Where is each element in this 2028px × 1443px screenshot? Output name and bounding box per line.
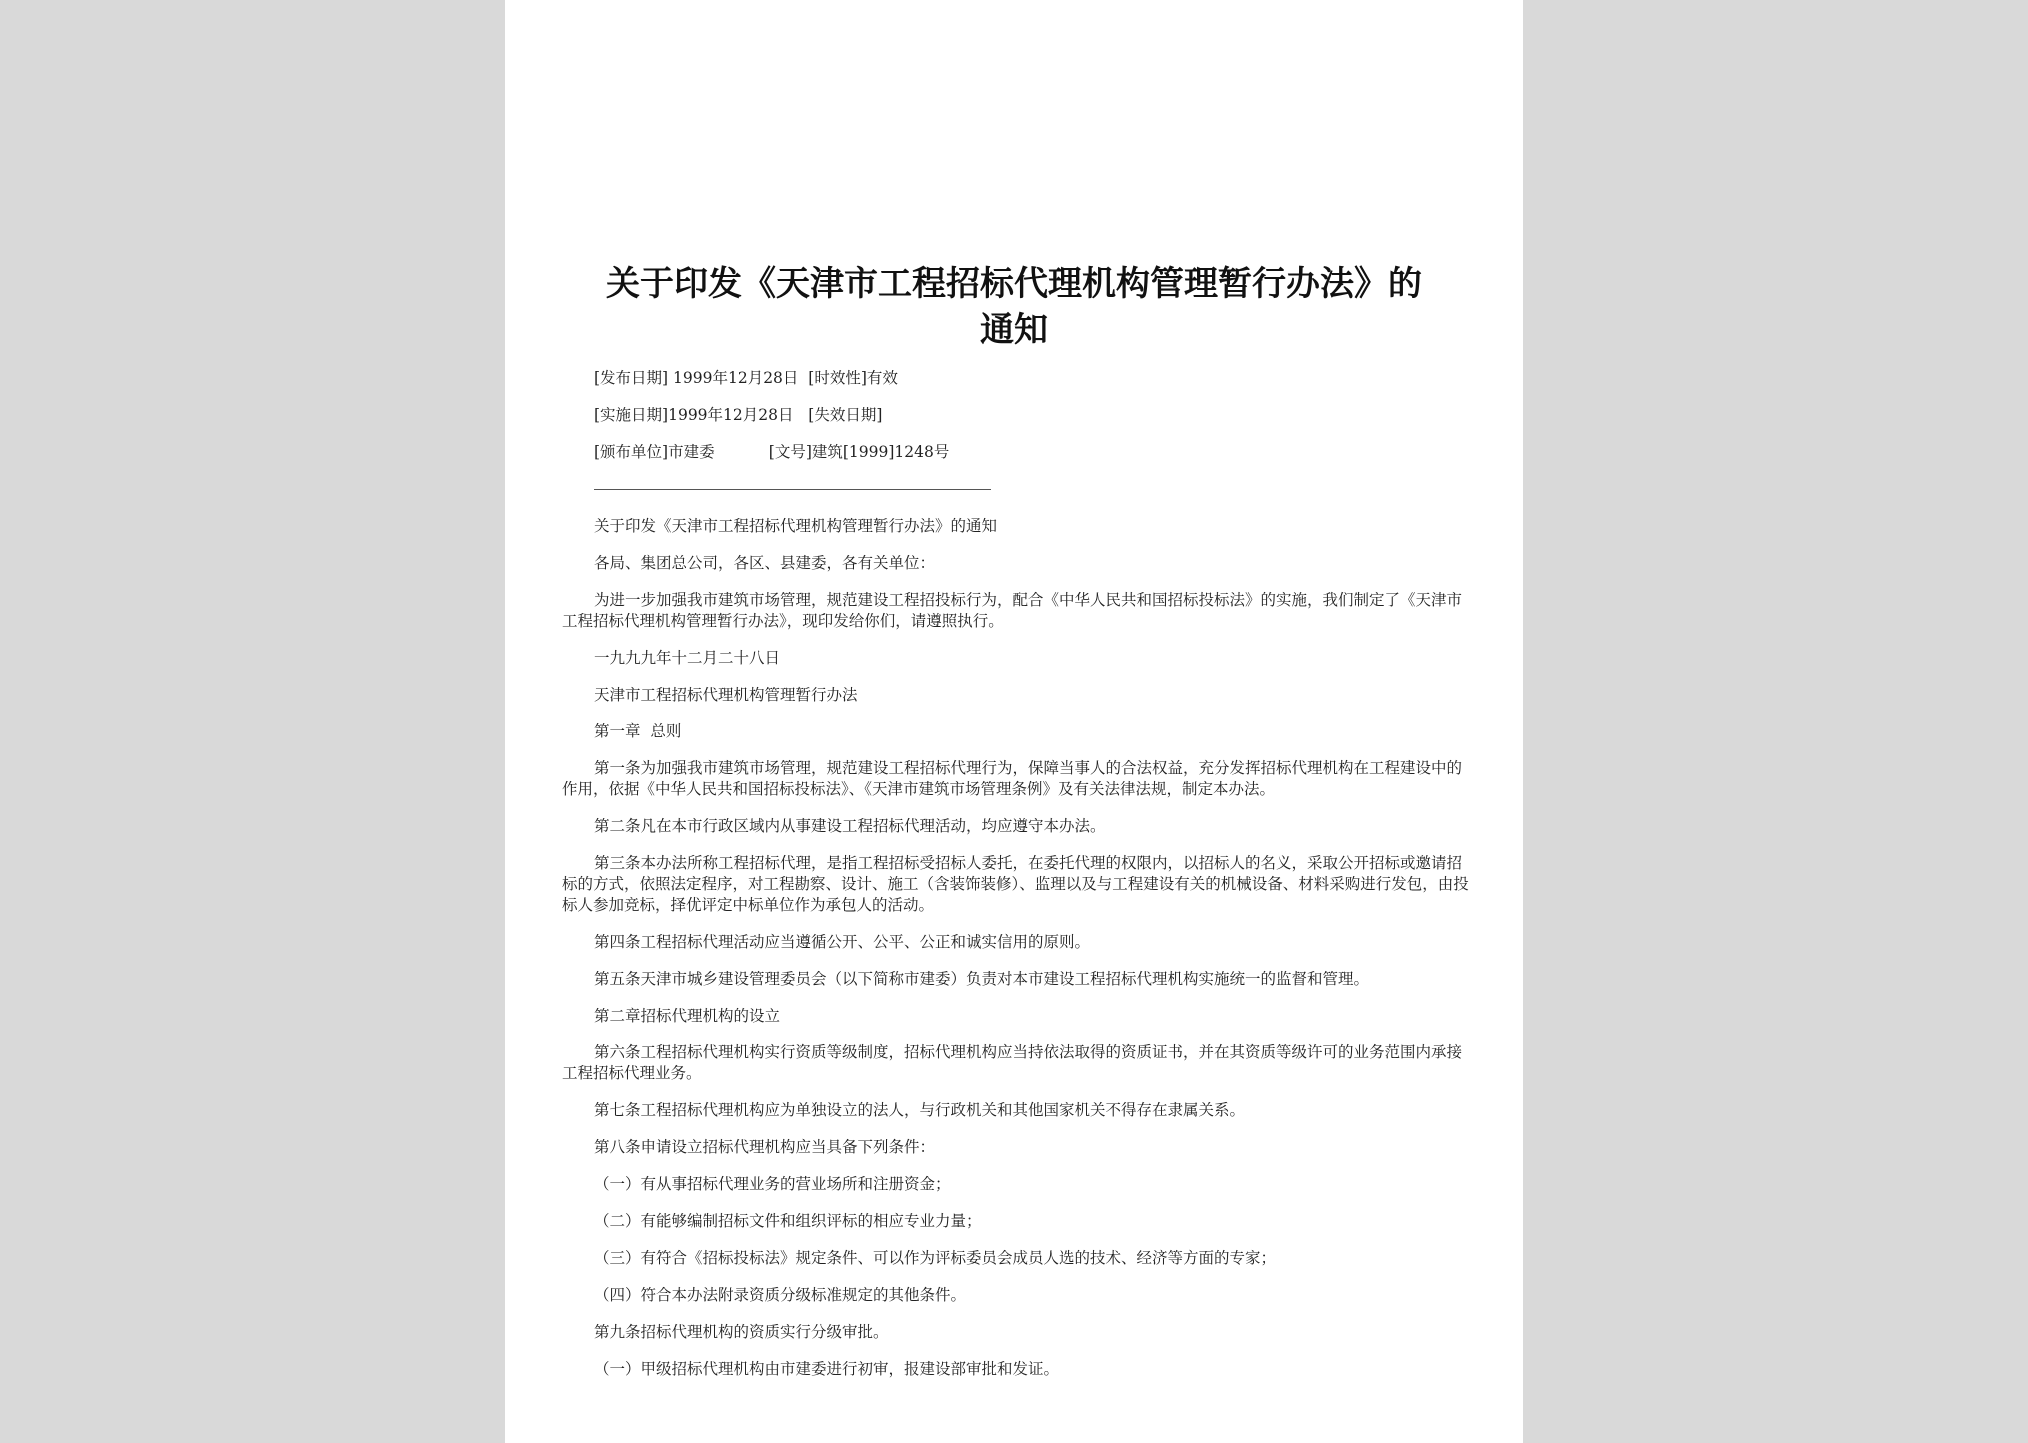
meta-effective-date: [实施日期]1999年12月28日 [失效日期]	[594, 406, 883, 424]
document-title	[565, 261, 1463, 353]
article-8: 第八条申请设立招标代理机构应当具备下列条件：	[594, 1138, 936, 1156]
measures-title: 天津市工程招标代理机构管理暂行办法	[594, 686, 858, 704]
body-paragraph: 为进一步加强我市建筑市场管理，规范建设工程招投标行为，配合《中华人民共和国招标投标法》的实施，我们制定了《天津市工程招标代理机构管理暂行办法》，现印发给你们，请遵照执行。	[562, 591, 1463, 630]
chapter-heading: 第二章招标代理机构的设立	[594, 1007, 781, 1025]
article-6: 第六条工程招标代理机构实行资质等级制度，招标代理机构应当持依法取得的资质证书，并在其资质等级许可的业务范围内承接工程招标代理业务。	[562, 1043, 1463, 1082]
document-page	[505, 0, 1523, 1443]
article-1: 第一条为加强我市建筑市场管理，规范建设工程招标代理行为，保障当事人的合法权益，充分发挥招标代理机构在工程建设中的作用，依据《中华人民共和国招标投标法》、《天津市建筑市场管理条例》及有关法律法规，制定本办法。	[562, 759, 1463, 798]
issue-date: 一九九九年十二月二十八日	[594, 649, 781, 667]
meta-publish-date: [发布日期] 1999年12月28日 [时效性]有效	[594, 369, 898, 387]
grade-item: （一）甲级招标代理机构由市建委进行初审，报建设部审批和发证。	[594, 1360, 1060, 1378]
condition-item: （四）符合本办法附录资质分级标准规定的其他条件。	[594, 1286, 967, 1304]
chapter-heading: 第一章 总则	[594, 722, 682, 740]
condition-item: （三）有符合《招标投标法》规定条件、可以作为评标委员会成员人选的技术、经济等方面的专家；	[594, 1249, 1277, 1267]
notice-heading: 关于印发《天津市工程招标代理机构管理暂行办法》的通知	[594, 517, 998, 535]
condition-item: （二）有能够编制招标文件和组织评标的相应专业力量；	[594, 1212, 982, 1230]
title-line-1: 关于印发《天津市工程招标代理机构管理暂行办法》的	[606, 264, 1422, 304]
title-line-2: 通知	[980, 310, 1048, 350]
article-3: 第三条本办法所称工程招标代理，是指工程招标受招标人委托，在委托代理的权限内，以招标人的名义，采取公开招标或邀请招标的方式，依照法定程序，对工程勘察、设计、施工（含装饰装修）、监理以及与工程建设有关的机械设备、材料采购进行发包，由投标人参加竞标，择优评定中标单位作为承包人的活动。	[562, 854, 1469, 914]
article-5: 第五条天津市城乡建设管理委员会（以下简称市建委）负责对本市建设工程招标代理机构实施统一的监督和管理。	[594, 970, 1370, 988]
article-7: 第七条工程招标代理机构应为单独设立的法人，与行政机关和其他国家机关不得存在隶属关系。	[594, 1101, 1246, 1119]
divider	[594, 489, 991, 490]
meta-issuer: [颁布单位]市建委 [文号]建筑[1999]1248号	[594, 443, 950, 461]
salutation: 各局、集团总公司，各区、县建委，各有关单位：	[594, 554, 936, 572]
article-9: 第九条招标代理机构的资质实行分级审批。	[594, 1323, 889, 1341]
article-2: 第二条凡在本市行政区域内从事建设工程招标代理活动，均应遵守本办法。	[594, 817, 1106, 835]
condition-item: （一）有从事招标代理业务的营业场所和注册资金；	[594, 1175, 951, 1193]
article-4: 第四条工程招标代理活动应当遵循公开、公平、公正和诚实信用的原则。	[594, 933, 1091, 951]
